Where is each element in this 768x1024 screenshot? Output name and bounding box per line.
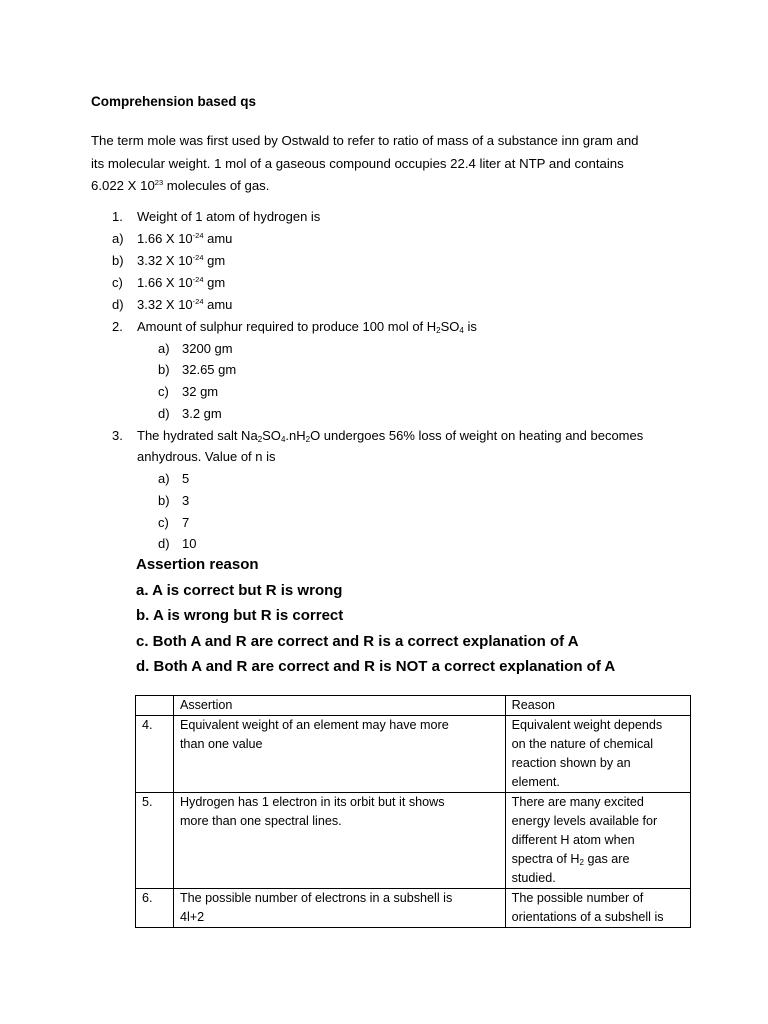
row-number: 4. — [136, 716, 174, 793]
ar-option-b: b. A is wrong but R is correct — [136, 607, 344, 624]
assertion-cell: Hydrogen has 1 electron in its orbit but it shows more than one spectral lines. — [173, 793, 505, 889]
table-header-cell: Reason — [505, 696, 690, 716]
q2-option-d: d) 3.2 gm — [158, 406, 222, 421]
ar-option-a: a. A is correct but R is wrong — [136, 582, 343, 599]
intro-line: The term mole was first used by Ostwald to refer to ratio of mass of a substance inn gram and — [91, 133, 639, 148]
table-header-row — [136, 696, 691, 716]
q3-option-c: c) 7 — [158, 515, 190, 530]
table-header-cell: Assertion — [173, 696, 505, 716]
q1-option-a: a) 1.66 X $10^{-24}$ amu — [112, 231, 233, 246]
table-row — [136, 716, 691, 793]
q1-option-c: c) 1.66 X $10^{-24}$ gm — [112, 275, 226, 290]
row-number: 6. — [136, 889, 174, 928]
reason-cell: The possible number of orientations of a subshell is — [505, 889, 690, 928]
q1-option-b: b) 3.32 X $10^{-24}$ gm — [112, 253, 226, 268]
assertion-reason-title: Assertion reason — [136, 556, 259, 573]
q2-option-c: c) 32 gm — [158, 384, 219, 399]
assertion-cell: The possible number of electrons in a subshell is 4l+2 — [173, 889, 505, 928]
page-heading: Comprehension based qs — [91, 94, 257, 109]
q2-option-b: b) 32.65 gm — [158, 362, 237, 377]
ar-option-d: d. Both A and R are correct and R is NOT a correct explanation of A — [136, 658, 616, 675]
q1-option-d: d) 3.32 X $10^{-24}$ amu — [112, 297, 233, 312]
table-row — [136, 793, 691, 889]
q3-option-d: d) 10 — [158, 536, 197, 551]
question-2: 2. Amount of sulphur required to produce 100 mol of $H_2SO_4$ is — [112, 319, 477, 335]
table-row — [136, 889, 691, 928]
row-number: 5. — [136, 793, 174, 889]
question-3-continued: anhydrous. Value of n is — [137, 449, 276, 464]
q2-option-a: a) 3200 gm — [158, 341, 233, 356]
assertion-cell: Equivalent weight of an element may have more than one value — [173, 716, 505, 793]
q3-option-a: a) 5 — [158, 471, 190, 486]
question-3: 3. The hydrated salt $Na_2SO_4.nH_2O$ undergoes 56% loss of weight on heating and becomes — [112, 428, 644, 444]
ar-option-c: c. Both A and R are correct and R is a correct explanation of A — [136, 633, 579, 650]
assertion-reason-table — [135, 695, 691, 928]
question-1: 1. Weight of 1 atom of hydrogen is — [112, 209, 321, 224]
reason-cell: There are many excited energy levels available for different H atom when spectra of $H_2$ gas are studied. — [505, 793, 690, 889]
q3-option-b: b) 3 — [158, 493, 190, 508]
reason-cell: Equivalent weight depends on the nature of chemical reaction shown by an element. — [505, 716, 690, 793]
intro-line: 6.022 X $10^{23}$ molecules of gas. — [91, 178, 270, 193]
table-header-cell — [136, 696, 174, 716]
intro-line: its molecular weight. 1 mol of a gaseous compound occupies 22.4 liter at NTP and contains — [91, 155, 624, 171]
intro-paragraph — [91, 130, 691, 198]
